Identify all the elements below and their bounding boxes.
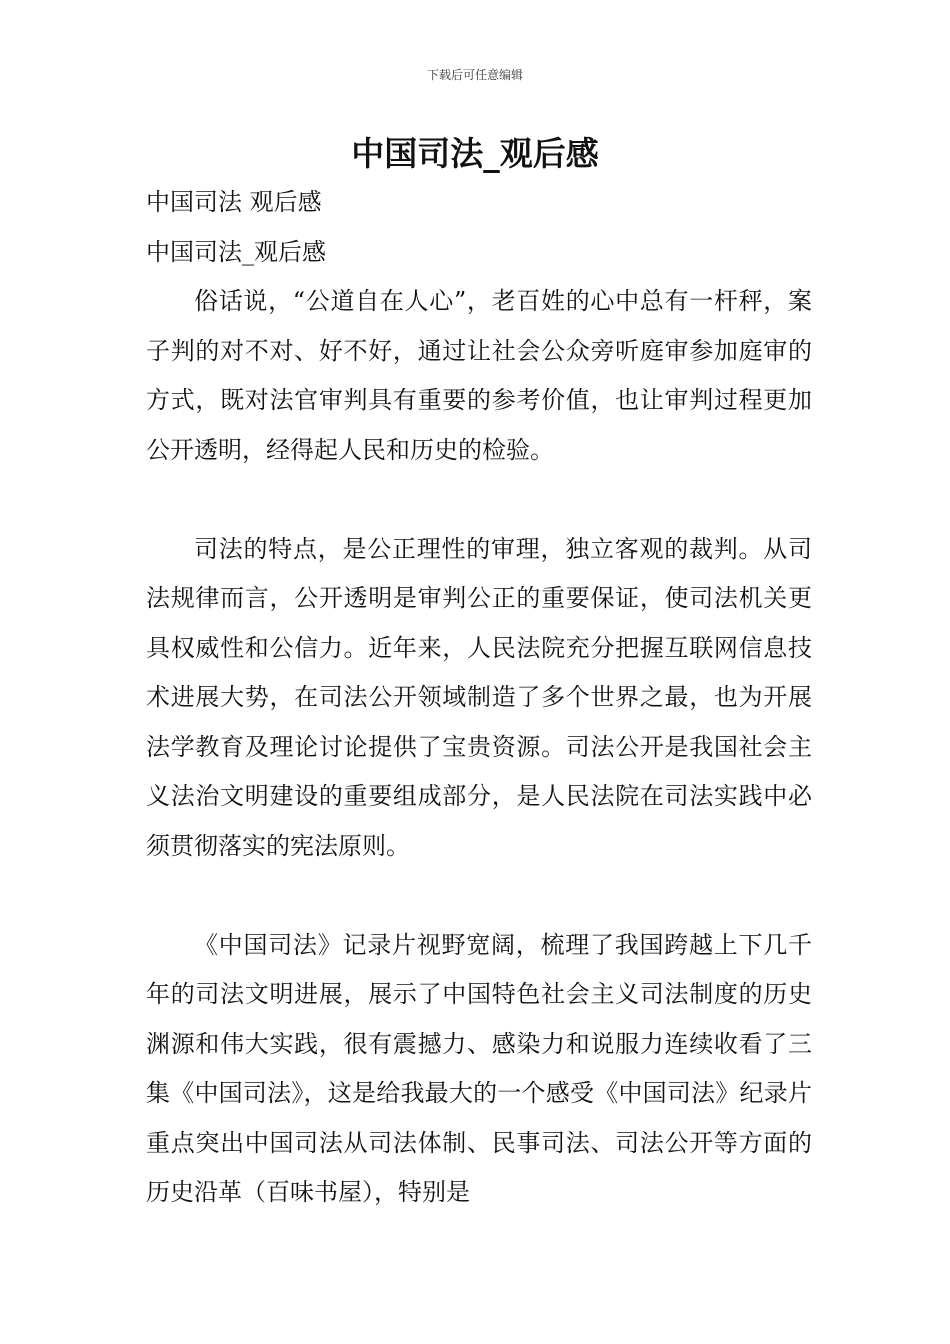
document-title: 中国司法_观后感 (351, 134, 599, 173)
paragraph-spacer (146, 871, 812, 921)
paragraph-3: 《中国司法》记录片视野宽阔，梳理了我国跨越上下几千年的司法文明进展，展示了中国特色社会主义司法制度的历史渊源和伟大实践，很有震撼力、感染力和说服力连续收看了三集《中国司法》，这是给我最大的一个感受《中国司法》纪录片重点突出中国司法从司法体制、民事司法、司法公开等方面的历史沿革（百味书屋），特别是 (146, 930, 812, 1206)
document-body (146, 178, 812, 1218)
subtitle-line-2: 中国司法_观后感 (146, 237, 326, 266)
subtitle-line-1: 中国司法 观后感 (146, 188, 322, 216)
header-note: 下载后可任意编辑 (426, 68, 523, 82)
paragraph-spacer (146, 475, 812, 525)
paragraph-2: 司法的特点，是公正理性的审理，独立客观的裁判。从司法规律而言，公开透明是审判公正的重要保证，使司法机关更具权威性和公信力。近年来，人民法院充分把握互联网信息技术进展大势，在司法公开领域制造了多个世界之最，也为开展法学教育及理论讨论提供了宝贵资源。司法公开是我国社会主义法治文明建设的重要组成部分，是人民法院在司法实践中必须贯彻落实的宪法原则。 (146, 534, 812, 860)
paragraph-1: 俗话说，“公道自在人心”，老百姓的心中总有一杆秤，案子判的对不对、好不好，通过让社会公众旁听庭审参加庭审的方式，既对法官审判具有重要的参考价值，也让审判过程更加公开透明，经得起人民和历史的检验。 (146, 287, 812, 464)
